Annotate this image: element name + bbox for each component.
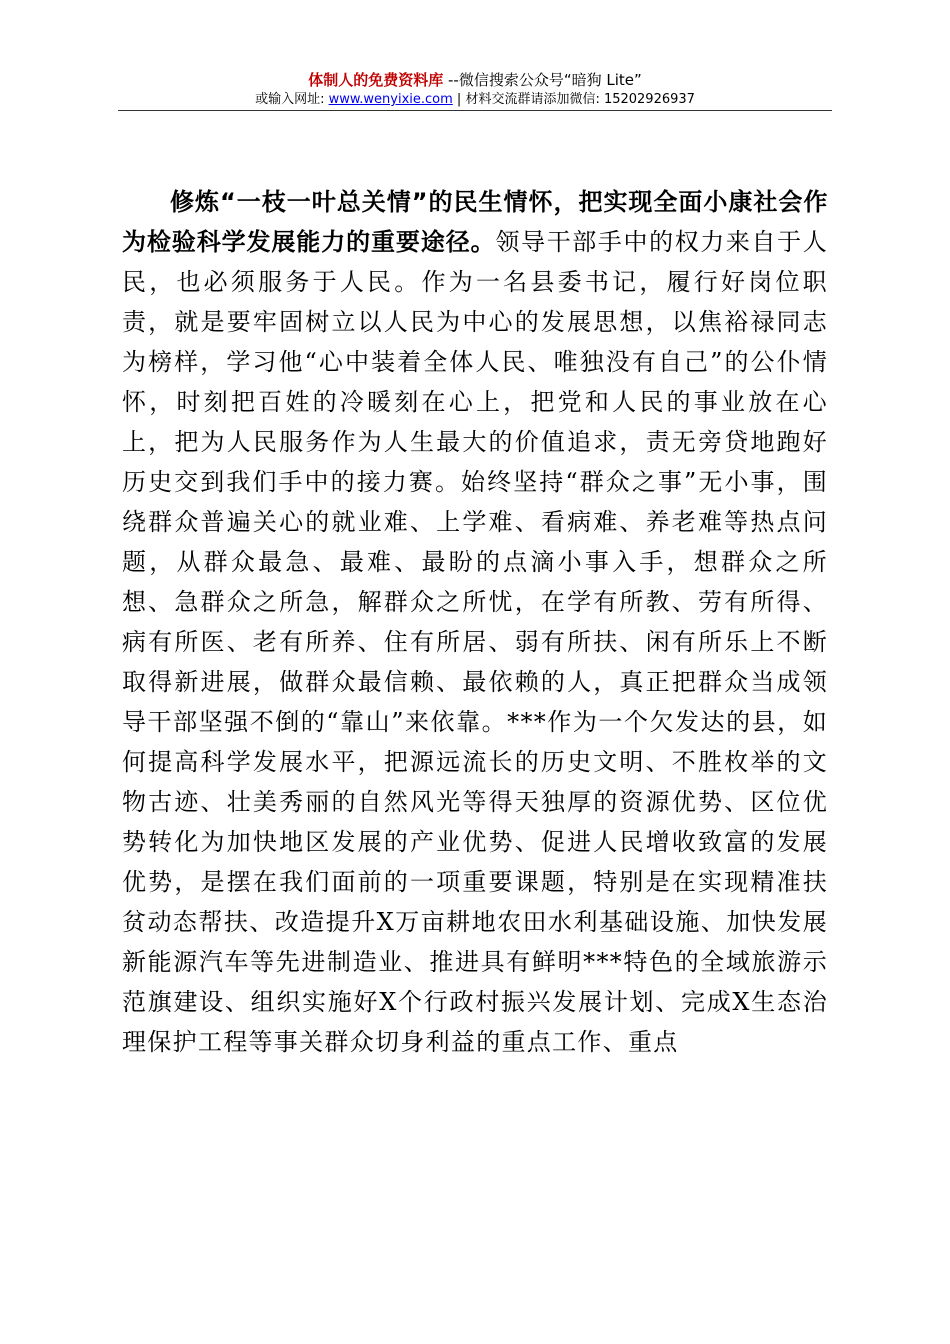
header-contact-suffix: | 材料交流群请添加微信: 15202926937 (452, 92, 695, 107)
header-subtitle: --微信搜索公众号“暗狗 Lite” (443, 71, 642, 89)
header-url-link[interactable]: www.wenyixie.com (328, 92, 453, 107)
body-paragraph (122, 182, 828, 1062)
header-title-line (0, 70, 950, 90)
header-divider (118, 110, 832, 111)
header-brand: 体制人的免费资料库 (308, 71, 444, 89)
header-url-prefix: 或输入网址: (255, 92, 329, 107)
page-header (0, 70, 950, 109)
paragraph-lead-sentence: 修炼“一枝一叶总关情”的民生情怀，把实现全面小康社会作为检验科学发展能力的重要途径。 (122, 188, 828, 256)
paragraph-body-text: 领导干部手中的权力来自于人民，也必须服务于人民。作为一名县委书记，履行好岗位职责，就是要牢固树立以人民为中心的发展思想，以焦裕禄同志为榜样，学习他“心中装着全体人民、唯独没有自己”的公仆情怀，时刻把百姓的冷暖刻在心上，把党和人民的事业放在心上，把为人民服务作为人生最大的价值追求，责无旁贷地跑好历史交到我们手中的接力赛。始终坚持“群众之事”无小事，围绕群众普遍关心的就业难、上学难、看病难、养老难等热点问题，从群众最急、最难、最盼的点滴小事入手，想群众之所想、急群众之所急，解群众之所忧，在学有所教、劳有所得、病有所医、老有所养、住有所居、弱有所扶、闲有所乐上不断取得新进展，做群众最信赖、最依赖的人，真正把群众当成领导干部坚强不倒的“靠山”来依靠。***作为一个欠发达的县，如何提高科学发展水平，把源远流长的历史文明、不胜枚举的文物古迹、壮美秀丽的自然风光等得天独厚的资源优势、区位优势转化为加快地区发展的产业优势、促进人民增收致富的发展优势，是摆在我们面前的一项重要课题，特别是在实现精准扶贫动态帮扶、改造提升X万亩耕地农田水利基础设施、加快发展新能源汽车等先进制造业、推进具有鲜明***特色的全域旅游示范旗建设、组织实施好X个行政村振兴发展计划、完成X生态治理保护工程等事关群众切身利益的重点工作、重点 (122, 228, 828, 1056)
header-contact-line (0, 91, 950, 109)
